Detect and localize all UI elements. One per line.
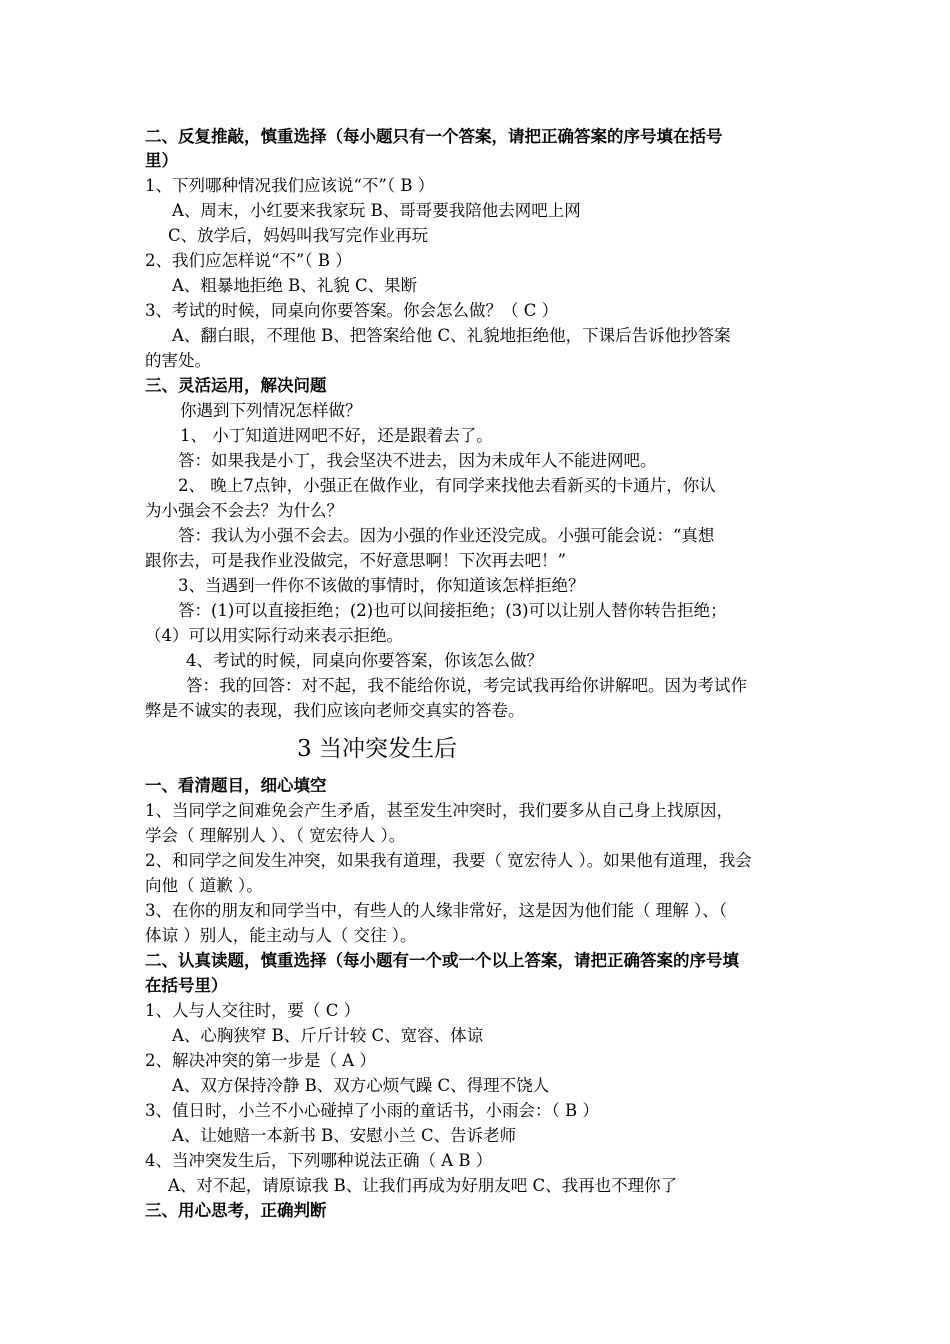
s3-answer-3: 答：(1)可以直接拒绝；(2)也可以间接拒绝；(3)可以让别人替你转告拒绝；: [178, 601, 727, 620]
s2-question-3: 3、考试的时候，同桌向你要答案。你会怎么做？（ C ）: [145, 301, 559, 320]
l3-p1-question-2-cont: 向他（ 道歉 ）。: [145, 876, 263, 895]
s3-intro: 你遇到下列情况怎样做？: [180, 401, 362, 420]
l3-p2-q3-options: A、让她赔一本新书 B、安慰小兰 C、告诉老师: [172, 1126, 517, 1145]
l3-p2-q4-options: A、对不起，请原谅我 B、让我们再成为好朋友吧 C、我再也不理你了: [168, 1176, 678, 1195]
s2-question-2: 2、我们应怎样说“不”（ B ）: [145, 251, 352, 270]
s3-answer-4-cont: 弊是不诚实的表现，我们应该向老师交真实的答卷。: [145, 701, 525, 720]
l3-p1-question-1: 1、当同学之间难免会产生矛盾，甚至发生冲突时，我们要多从自己身上找原因，: [145, 801, 733, 820]
s2-question-1: 1、下列哪种情况我们应该说“不”（ B ）: [145, 176, 435, 195]
l3-p2-q2-options: A、双方保持冷静 B、双方心烦气躁 C、得理不饶人: [172, 1076, 550, 1095]
l3-p2-question-3: 3、值日时，小兰不小心碰掉了小雨的童话书，小雨会：（ B ）: [145, 1101, 599, 1120]
section3-heading: 三、灵活运用，解决问题: [145, 376, 327, 395]
lesson-title: 3 当冲突发生后: [297, 736, 457, 762]
section2-heading-cont: 里）: [145, 151, 178, 170]
l3-part1-heading: 一、看清题目，细心填空: [145, 776, 327, 795]
l3-p2-question-1: 1、人与人交往时，要（ C ）: [145, 1001, 361, 1020]
l3-p1-question-2: 2、和同学之间发生冲突，如果我有道理，我要（ 宽宏待人 ）。如果他有道理，我会: [145, 851, 752, 870]
s3-question-3: 3、当遇到一件你不该做的事情时，你知道该怎样拒绝？: [178, 576, 585, 595]
s3-question-1: 1、 小丁知道进网吧不好，还是跟着去了。: [180, 426, 493, 445]
l3-p2-question-2: 2、解决冲突的第一步是（ A ）: [145, 1051, 376, 1070]
s2-q3-options-cont: 的害处。: [145, 351, 211, 370]
s3-question-2: 2、 晚上7点钟，小强正在做作业，有同学来找他去看新买的卡通片，你认: [178, 476, 716, 495]
s2-q1-options: A、周末，小红要来我家玩 B、哥哥要我陪他去网吧上网: [172, 201, 581, 220]
l3-part2-heading: 二、认真读题，慎重选择（每小题有一个或一个以上答案，请把正确答案的序号填: [145, 951, 739, 970]
l3-p2-question-4: 4、当冲突发生后，下列哪种说法正确（ A B ）: [145, 1151, 493, 1170]
l3-p1-question-3-cont: 体谅 ）别人，能主动与人（ 交往 ）。: [145, 926, 417, 945]
s2-q3-options: A、翻白眼，不理他 B、把答案给他 C、礼貌地拒绝他，下课后告诉他抄答案: [172, 326, 731, 345]
l3-part2-heading-cont: 在括号里）: [145, 976, 228, 995]
l3-p2-q1-options: A、心胸狭窄 B、斤斤计较 C、宽容、体谅: [172, 1026, 484, 1045]
l3-part3-heading: 三、用心思考，正确判断: [145, 1201, 327, 1220]
l3-p1-question-1-cont: 学会（ 理解别人 ）、（ 宽宏待人 ）。: [145, 826, 406, 845]
s3-answer-1: 答：如果我是小丁，我会坚决不进去，因为未成年人不能进网吧。: [178, 451, 657, 470]
s3-answer-3-cont: （4）可以用实际行动来表示拒绝。: [145, 626, 403, 645]
s3-answer-4: 答：我的回答：对不起，我不能给你说，考完试我再给你讲解吧。因为考试作: [186, 676, 747, 695]
section2-heading: 二、反复推敲，慎重选择（每小题只有一个答案，请把正确答案的序号填在括号: [145, 127, 723, 146]
s3-question-2-cont: 为小强会不会去？为什么？: [145, 501, 343, 520]
s2-q2-options: A、粗暴地拒绝 B、礼貌 C、果断: [172, 276, 418, 295]
s3-answer-2-cont: 跟你去，可是我作业没做完，不好意思啊！下次再去吧！”: [145, 551, 566, 570]
l3-p1-question-3: 3、在你的朋友和同学当中，有些人的人缘非常好，这是因为他们能（ 理解 ）、（: [145, 901, 727, 920]
s3-answer-2: 答：我认为小强不会去。因为小强的作业还没完成。小强可能会说：“真想: [178, 526, 715, 545]
s2-q1-options-cont: C、放学后，妈妈叫我写完作业再玩: [168, 226, 429, 245]
s3-question-4: 4、考试的时候，同桌向你要答案，你该怎么做？: [186, 651, 543, 670]
